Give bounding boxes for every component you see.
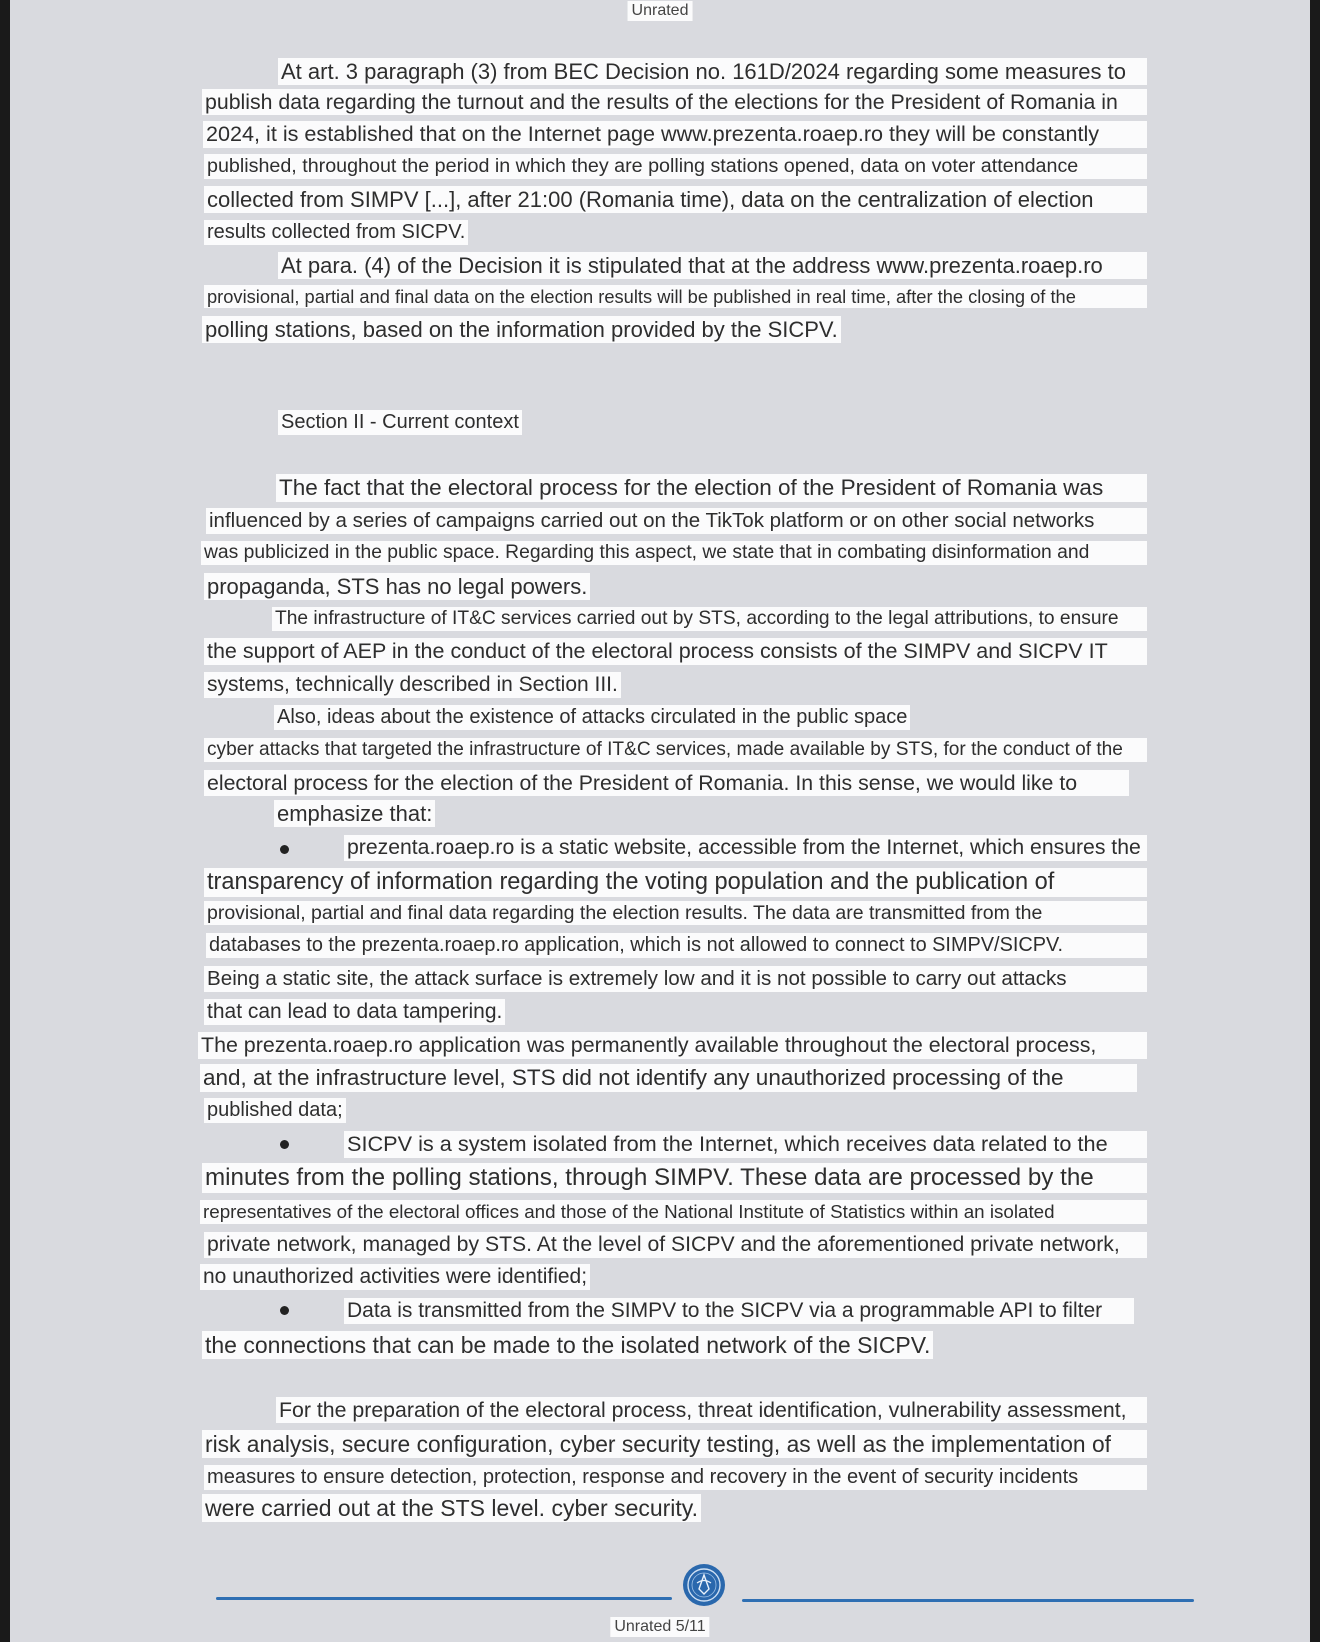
header-unrated-label: Unrated xyxy=(628,1,693,21)
text-line: databases to the prezenta.roaep.ro application, which is not allowed to connect to SIMPV/SICPV. xyxy=(206,933,1147,958)
text-line: was publicized in the public space. Regarding this aspect, we state that in combating disinformation and xyxy=(201,541,1147,565)
footer-page-label: Unrated 5/11 xyxy=(610,1617,709,1637)
text-line: provisional, partial and final data regarding the election results. The data are transmitted from the xyxy=(204,901,1147,925)
text-line: published data; xyxy=(204,1098,346,1123)
text-line: prezenta.roaep.ro is a static website, accessible from the Internet, which ensures the xyxy=(344,835,1147,861)
bullet-icon xyxy=(280,845,289,854)
text-line: and, at the infrastructure level, STS did not identify any unauthorized processing of the xyxy=(200,1064,1137,1092)
text-line: At art. 3 paragraph (3) from BEC Decision no. 161D/2024 regarding some measures to xyxy=(278,58,1147,85)
text-line: that can lead to data tampering. xyxy=(204,999,505,1025)
text-line: polling stations, based on the information provided by the SICPV. xyxy=(202,316,841,343)
text-line: Also, ideas about the existence of attacks circulated in the public space xyxy=(274,705,910,730)
text-line: Being a static site, the attack surface is extremely low and it is not possible to carry out attacks xyxy=(204,966,1147,992)
bullet-icon xyxy=(280,1140,289,1149)
text-line: The prezenta.roaep.ro application was permanently available throughout the electoral process, xyxy=(198,1032,1147,1059)
text-line: The fact that the electoral process for the election of the President of Romania was xyxy=(276,474,1147,502)
text-line: systems, technically described in Section III. xyxy=(204,672,621,698)
text-line: results collected from SICPV. xyxy=(204,220,468,245)
text-line: were carried out at the STS level. cyber security. xyxy=(202,1494,701,1522)
footer-rule-right xyxy=(742,1599,1194,1602)
text-line: cyber attacks that targeted the infrastructure of IT&C services, made available by STS, for the conduct of the xyxy=(204,738,1147,762)
text-line: At para. (4) of the Decision it is stipulated that at the address www.prezenta.roaep.ro xyxy=(278,252,1147,279)
text-line: the connections that can be made to the isolated network of the SICPV. xyxy=(202,1331,933,1359)
text-line: emphasize that: xyxy=(274,800,435,827)
text-line: minutes from the polling stations, through SIMPV. These data are processed by the xyxy=(202,1163,1147,1193)
section-heading: Section II - Current context xyxy=(278,410,522,435)
document-page xyxy=(10,0,1310,1642)
text-line: representatives of the electoral offices and those of the National Institute of Statistics within an isolated xyxy=(200,1200,1147,1224)
text-line: Data is transmitted from the SIMPV to the SICPV via a programmable API to filter xyxy=(344,1298,1134,1324)
text-line: SICPV is a system isolated from the Internet, which receives data related to the xyxy=(344,1131,1147,1158)
text-line: private network, managed by STS. At the level of SICPV and the aforementioned private network, xyxy=(204,1232,1147,1258)
text-line: no unauthorized activities were identified; xyxy=(200,1264,590,1290)
text-line: the support of AEP in the conduct of the electoral process consists of the SIMPV and SICPV IT xyxy=(204,638,1147,665)
text-line: The infrastructure of IT&C services carried out by STS, according to the legal attributions, to ensure xyxy=(272,607,1147,631)
text-line: publish data regarding the turnout and the results of the elections for the President of Romania in xyxy=(202,89,1147,115)
footer-rule-left xyxy=(216,1597,672,1600)
text-line: published, throughout the period in which they are polling stations opened, data on voter attendance xyxy=(204,154,1147,179)
text-line: For the preparation of the electoral process, threat identification, vulnerability assessment, xyxy=(276,1397,1147,1423)
seal-emblem-icon xyxy=(682,1563,726,1607)
text-line: transparency of information regarding the voting population and the publication of xyxy=(204,868,1147,897)
bullet-icon xyxy=(280,1306,289,1315)
text-line: influenced by a series of campaigns carried out on the TikTok platform or on other social networks xyxy=(206,508,1147,534)
text-line: provisional, partial and final data on the election results will be published in real time, after the closing of the xyxy=(204,285,1147,308)
text-line: collected from SIMPV [...], after 21:00 (Romania time), data on the centralization of election xyxy=(204,186,1147,213)
text-line: measures to ensure detection, protection, response and recovery in the event of security incidents xyxy=(204,1465,1147,1490)
text-line: risk analysis, secure configuration, cyber security testing, as well as the implementation of xyxy=(202,1430,1147,1458)
text-line: electoral process for the election of the President of Romania. In this sense, we would like to xyxy=(204,770,1129,796)
text-line: 2024, it is established that on the Internet page www.prezenta.roaep.ro they will be constantly xyxy=(203,121,1147,148)
text-line: propaganda, STS has no legal powers. xyxy=(204,573,590,600)
